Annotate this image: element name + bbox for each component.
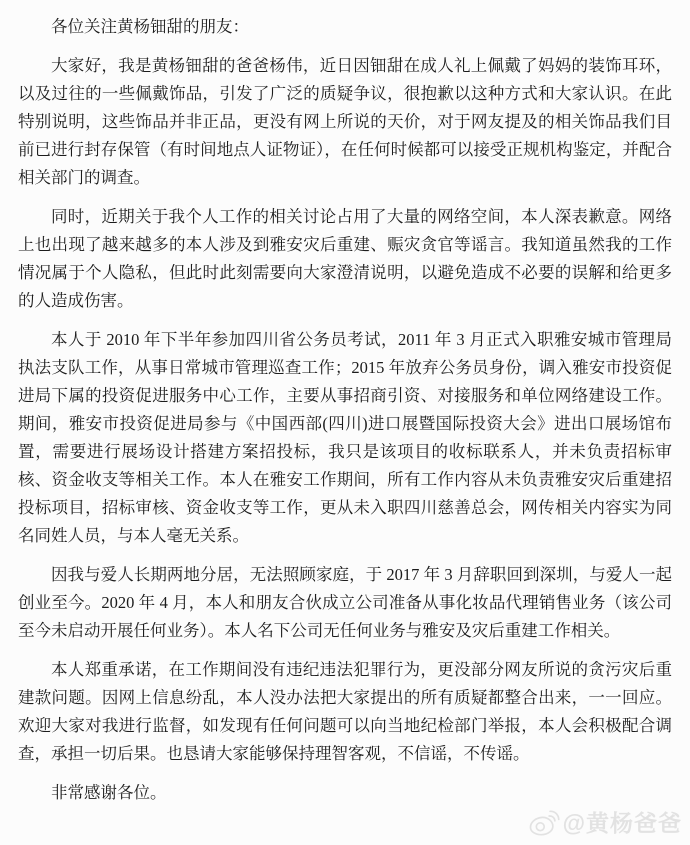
watermark-handle: @黄杨爸爸: [562, 810, 682, 836]
paragraph-apology-rumors: 同时，近期关于我个人工作的相关讨论占用了大量的网络空间，本人深表歉意。网络上也出现了越来越多的本人涉及到雅安灾后重建、赈灾贪官等谣言。我知道虽然我的工作情况属于个人隐私，但此时此刻需要向大家澄清说明，以避免造成不必要的误解和给更多的人造成伤害。: [18, 207, 672, 310]
paragraph-resignation-company: 因我与爱人长期两地分居，无法照顾家庭，于 2017 年 3 月辞职回到深圳，与爱人一起创业至今。2020 年 4 月，本人和朋友合伙成立公司准备从事化妆品代理销售业务（该公司至今未启动开展任何业务）。本人名下公司无任何业务与雅安及灾后重建工作相关。: [18, 565, 672, 640]
paragraph-earrings-clarification: 大家好，我是黄杨钿甜的爸爸杨伟，近日因钿甜在成人礼上佩戴了妈妈的装饰耳环，以及过往的一些佩戴饰品，引发了广泛的质疑争议，很抱歉以这种方式和大家认识。在此特别说明，这些饰品并非正品，更没有网上所说的天价，对于网友提及的相关饰品我们目前已进行封存保管（有时间地点人证物证），在任何时候都可以接受正规机构鉴定，并配合相关部门的调查。: [18, 56, 672, 187]
paragraph-pledge: 本人郑重承诺，在工作期间没有违纪违法犯罪行为，更没部分网友所说的贪污灾后重建款问题。因网上信息纷乱，本人没办法把大家提出的所有质疑都整合出来，一一回应。欢迎大家对我进行监督，如发现有任何问题可以向当地纪检部门举报，本人会积极配合调查，承担一切后果。也恳请大家能够保持理智客观，不信谣，不传谣。: [18, 660, 672, 763]
weibo-icon: [528, 809, 560, 837]
closing-thanks: 非常感谢各位。: [51, 783, 167, 802]
salutation: 各位关注黄杨钿甜的朋友：: [51, 17, 249, 36]
paragraph-work-history: 本人于 2010 年下半年参加四川省公务员考试，2011 年 3 月正式入职雅安城市管理局执法支队工作，从事日常城市管理巡查工作；2015 年放弃公务员身份，调入雅安市投资促进局下属的投资促进服务中心工作，主要从事招商引资、对接服务和单位网络建设工作。期间，雅安市投资促进局参与《中国西部(四川)进口展暨国际投资大会》进出口展场馆布置，需要进行展场设计搭建方案招投标，我只是该项目的收标联系人，并未负责招标审核、资金收支等相关工作。本人在雅安工作期间，所有工作内容从未负责雅安灾后重建招投标项目，招标审核、资金收支等工作，更从未入职四川慈善总会，网传相关内容实为同名同姓人员，与本人毫无关系。: [18, 330, 672, 545]
watermark: [528, 809, 682, 837]
